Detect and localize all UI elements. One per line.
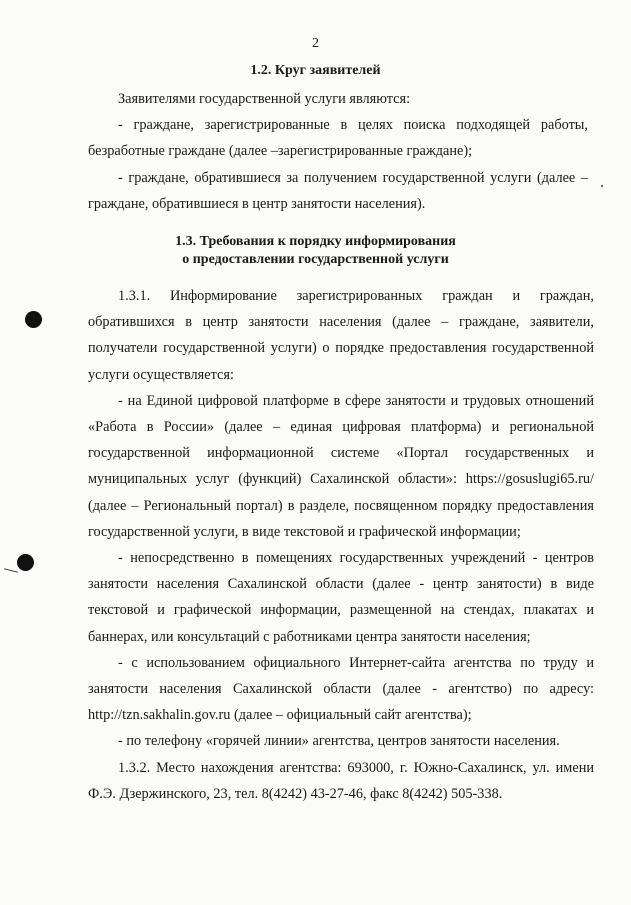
paragraph: - граждане, зарегистрированные в целях поиска подходящей работы, безработные граждане (далее –зарегистрированные граждане); [88, 117, 588, 160]
paragraph: - непосредственно в помещениях государственных учреждений - центров занятости населения Сахалинской области (далее - центр занятости) в виде текстовой и графической информации, размещенной на стендах, плакатах и баннерах, или консультаций с работниками центра занятости населения; [88, 550, 594, 645]
section-heading-1-3-line1: 1.3. Требования к порядку информирования [175, 234, 456, 249]
paragraph: - граждане, обратившиеся за получением государственной услуги (далее – граждане, обратившиеся в центр занятости населения). [88, 169, 588, 212]
paragraph: 1.3.1. Информирование зарегистрированных граждан и граждан, обратившихся в центр занятости населения (далее – граждане, заявители, получатели государственной услуги) о порядке предоставления государственной услуги осуществляется: [88, 288, 594, 383]
paragraph: - по телефону «горячей линии» агентства, центров занятости населения. [118, 733, 560, 750]
section-1-2-body [88, 86, 588, 217]
section-1-3-body [88, 283, 594, 807]
punch-hole [25, 311, 42, 328]
paragraph: - с использованием официального Интернет-сайта агентства по труду и занятости населения Сахалинской области (далее - агентство) по адресу: http://tzn.sakhalin.gov.ru (далее – официальный сайт агентства); [88, 654, 594, 724]
section-heading-1-3-line2: о предоставлении государственной услуги [182, 252, 449, 267]
scan-mark [4, 568, 18, 572]
paragraph: Заявителями государственной услуги являются: [118, 91, 411, 107]
scan-speck [601, 185, 603, 187]
punch-hole [17, 554, 34, 571]
section-heading-1-2: 1.2. Круг заявителей [250, 63, 381, 78]
page-number: 2 [312, 36, 319, 51]
paragraph: - на Единой цифровой платформе в сфере занятости и трудовых отношений «Работа в России» (далее – единая цифровая платформа) и региональной государственной информационной системе «Портал государственных и муниципальных услуг (функций) Сахалинской области»: https://gosuslugi65.ru/ (далее – Региональный портал) в разделе, посвященном порядку предоставления государственной услуги, в виде текстовой и графической информации; [88, 392, 594, 540]
paragraph: 1.3.2. Место нахождения агентства: 693000, г. Южно-Сахалинск, ул. имени Ф.Э. Дзержинского, 23, тел. 8(4242) 43-27-46, факс 8(4242) 505-338. [88, 759, 594, 802]
